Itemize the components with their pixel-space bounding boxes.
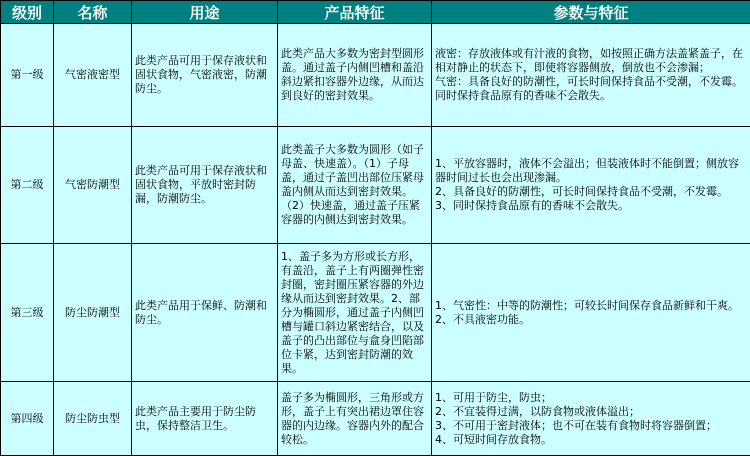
level-cell: 第二级: [1, 127, 54, 244]
header-row: [1, 1, 750, 24]
param-line: 1、平放容器时，液体不会溢出；但装液体时不能倒置；侧放容器时间过长也会出现渗漏。: [435, 157, 747, 185]
param-line: 2、具备良好的防潮性，可长时间保持食品不受潮，不发霉。: [435, 185, 747, 199]
param-line: 2、不具液密功能。: [435, 313, 747, 327]
param-line: 1、气密性：中等的防潮性；可较长时间保存食品新鲜和干爽。: [435, 299, 747, 313]
features-cell: 此类产品大多数为密封型圆形盖。通过盖子内侧凹槽和盖沿斜边紧扣容器外边缘，从而达到良好的密封效果。: [278, 24, 432, 127]
params-cell: [432, 382, 750, 456]
header-name: 名称: [54, 1, 132, 24]
features-cell: 盖子多为椭圆形，三角形或方形，盖子上有突出裙边罩住容器的内边缘。容器内外的配合较松。: [278, 382, 432, 456]
name-cell: 防尘防潮型: [54, 244, 132, 382]
params-cell: [432, 24, 750, 127]
features-cell: 此类盖子大多数为圆形（如子母盖、快速盖）。（1）子母盖，通过子盖凹出部位压紧母盖内侧从而达到密封效果。（2）快速盖，通过盖子压紧容器的内侧达到密封效果。: [278, 127, 432, 244]
table-row: [1, 244, 750, 382]
header-features: 产品特征: [278, 1, 432, 24]
header-usage: 用途: [132, 1, 278, 24]
usage-cell: 此类产品主要用于防尘防虫，保持整洁卫生。: [132, 382, 278, 456]
param-line: 气密：具备良好的防潮性，可长时间保持食品不受潮，不发霉。同时保持食品原有的香味不会散失。: [435, 75, 747, 103]
name-cell: 气密液密型: [54, 24, 132, 127]
table-row: [1, 127, 750, 244]
header-params: 参数与特征: [432, 1, 750, 24]
param-line: 2、不宜装得过满，以防食物或液体溢出；: [435, 405, 747, 419]
param-line: 液密：存放液体或有汁液的食物，如按照正确方法盖紧盖子，在相对静止的状态下，即使将容器侧放，倒放也不会渗漏；: [435, 47, 747, 75]
usage-cell: 此类产品可用于保存液状和固状食物，平放时密封防漏，防潮防尘。: [132, 127, 278, 244]
header-level: 级别: [1, 1, 54, 24]
level-cell: 第三级: [1, 244, 54, 382]
table-row: [1, 382, 750, 456]
param-line: 4、可短时间存放食物。: [435, 433, 747, 447]
features-cell: 1、盖子多为方形或长方形，有盖沿，盖子上有两圈弹性密封圈，密封圈压紧容器的外边缘从而达到密封效果。2、部分为椭圆形，通过盖子内侧凹槽与罐口斜边紧密结合，以及盖子的凸出部位与盒身凹陷部位卡紧，达到密封防潮的效果。: [278, 244, 432, 382]
param-line: 1、可用于防尘，防虫；: [435, 391, 747, 405]
usage-cell: 此类产品可用于保存液状和固状食物，气密液密，防潮防尘。: [132, 24, 278, 127]
params-cell: [432, 244, 750, 382]
level-cell: 第一级: [1, 24, 54, 127]
param-line: 3、不可用于密封液体；也不可在装有食物时将容器倒置；: [435, 419, 747, 433]
level-cell: 第四级: [1, 382, 54, 456]
param-line: 3、同时保持食品原有的香味不会散失。: [435, 199, 747, 213]
table-row: [1, 24, 750, 127]
params-cell: [432, 127, 750, 244]
usage-cell: 此类产品用于保鲜、防潮和防尘。: [132, 244, 278, 382]
name-cell: 气密防潮型: [54, 127, 132, 244]
name-cell: 防尘防虫型: [54, 382, 132, 456]
